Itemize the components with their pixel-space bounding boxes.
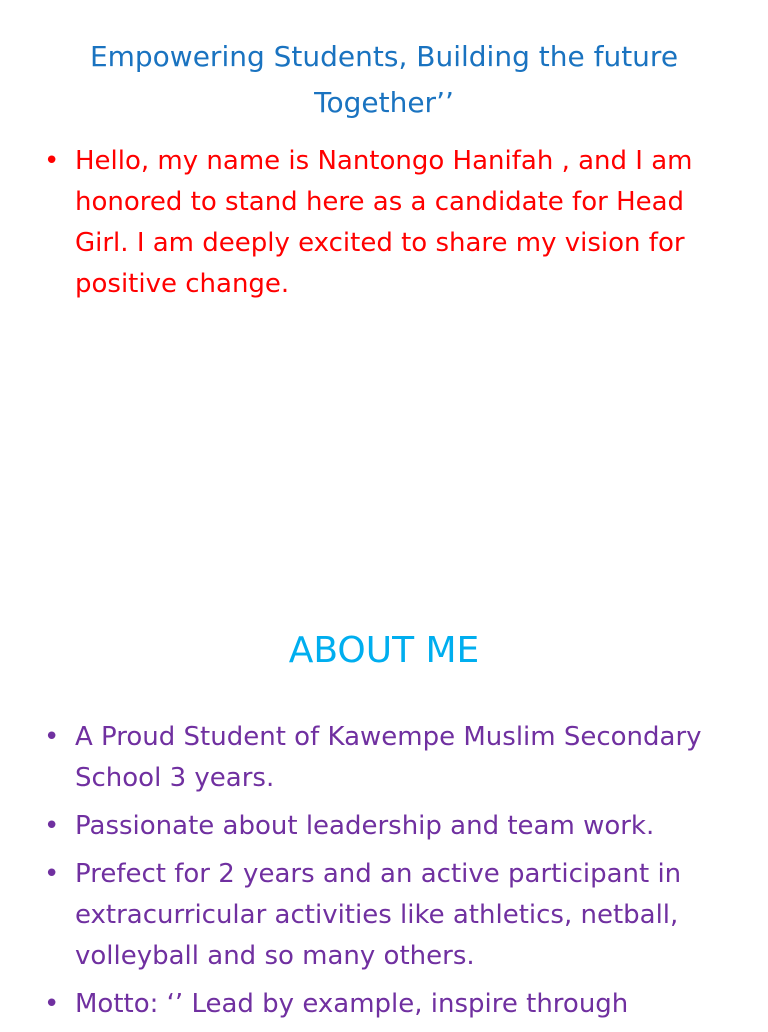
about-item-text: Passionate about leadership and team work.	[75, 811, 655, 841]
bullet-icon: •	[44, 811, 60, 841]
about-me-heading: ABOUT ME	[288, 630, 480, 671]
bullet-icon: •	[44, 989, 60, 1019]
intro-bullet-list	[44, 141, 734, 305]
list-item	[44, 984, 734, 1025]
bullet-icon: •	[44, 146, 60, 176]
about-item-text: Motto: ‘’ Lead by example, inspire through	[75, 989, 629, 1019]
about-item-text: Prefect for 2 years and an active participant in extracurricular activities like athletics, netball, volleyball and so many others.	[75, 859, 682, 971]
bullet-icon: •	[44, 722, 60, 752]
list-item	[44, 141, 734, 305]
slide-title: Empowering Students, Building the future Together’’	[89, 40, 679, 119]
list-item	[44, 806, 734, 847]
bullet-icon: •	[44, 859, 60, 889]
intro-text: Hello, my name is Nantongo Hanifah , and I am honored to stand here as a candidate for Head Girl. I am deeply excited to share my vision for positive change.	[75, 146, 693, 299]
list-item	[44, 717, 734, 799]
about-bullet-list	[44, 717, 734, 1032]
about-item-text: A Proud Student of Kawempe Muslim Secondary School 3 years.	[75, 722, 702, 793]
list-item	[44, 854, 734, 977]
